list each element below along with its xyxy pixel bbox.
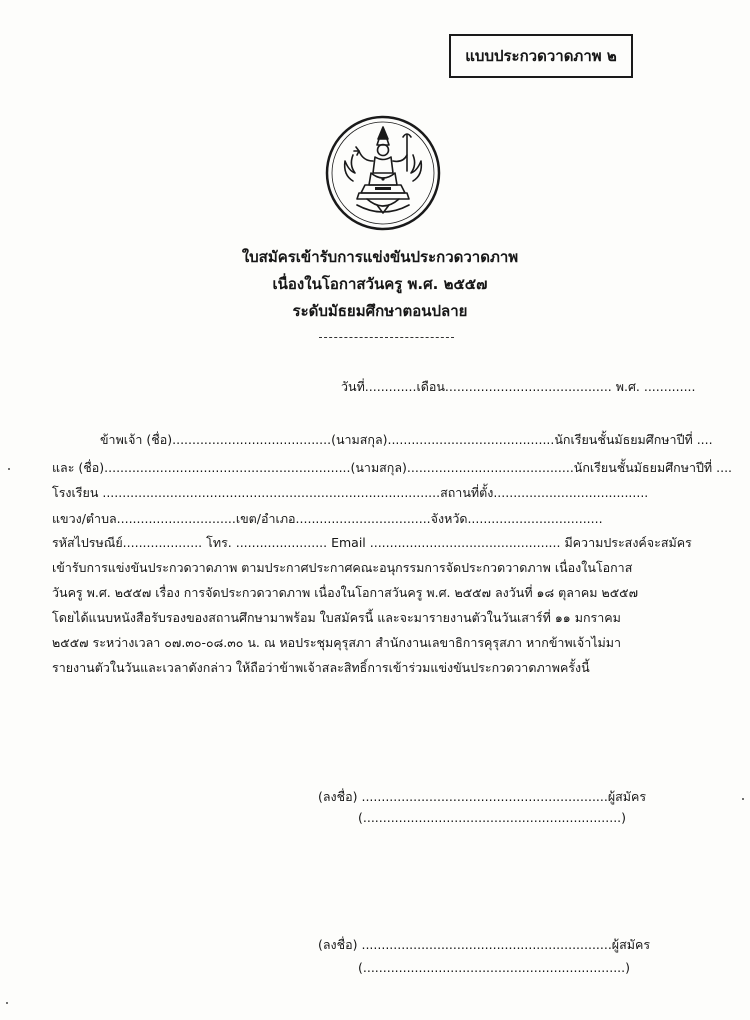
form-title-line-3: ระดับมัธยมศึกษาตอนปลาย	[292, 302, 468, 320]
district-province-line[interactable]: แขวง/ตำบล..............................เขต/อำเภอ..................................จังหวัด..................................	[52, 511, 603, 526]
declaration-paragraph-line: เข้ารับการแข่งขันประกวดวาดภาพ ตามประกาศประกาศคณะอนุกรรมการจัดประกวดวาดภาพ เนื่องในโอกาส	[52, 560, 633, 575]
declaration-paragraph-line: โดยได้แนบหนังสือรับรองของสถานศึกษามาพร้อม ใบสมัครนี้ และจะมารายงานตัวในวันเสาร์ที่ ๑๑ มกราคม	[52, 610, 621, 625]
declaration-paragraph-line: วันครู พ.ศ. ๒๕๕๗ เรื่อง การจัดประกวดวาดภาพ เนื่องในโอกาสวันครู พ.ศ. ๒๕๕๗ ลงวันที่ ๑๘ ตุลาคม ๒๕๕๗	[52, 585, 639, 600]
title-divider	[319, 337, 454, 338]
declaration-paragraph-line: รายงานตัวในวันและเวลาดังกล่าว ให้ถือว่าข้าพเจ้าสละสิทธิ์การเข้าร่วมแข่งขันประกวดวาดภาพครั้งนี้	[52, 660, 590, 675]
signature-2-printed-name[interactable]: (..................................................................)	[358, 960, 630, 975]
postal-phone-email-line[interactable]: รหัสไปรษณีย์.................... โทร. ....................... Email ................................................ มีความประสงค์จะสมัคร	[52, 535, 692, 550]
signature-1-printed-name[interactable]: (.................................................................)	[358, 810, 627, 825]
applicant-1-name-line[interactable]: ข้าพเจ้า (ชื่อ)........................................(นามสกุล)..........................................นักเรียนชั้นมัธยมศึกษาปีที่ ....	[100, 432, 713, 447]
scan-speck	[8, 468, 10, 470]
date-field-line[interactable]: วันที่.............เดือน.......................................... พ.ศ. .............	[341, 379, 696, 394]
form-title-line-1: ใบสมัครเข้ารับการแข่งขันประกวดวาดภาพ	[241, 248, 519, 266]
form-title-line-2: เนื่องในโอกาสวันครู พ.ศ. ๒๕๕๗	[272, 275, 488, 293]
applicant-2-name-line[interactable]: และ (ชื่อ)..............................................................(นามสกุล)..........................................นักเรียนชั้นมัธยมศึกษาปีที่ ....	[52, 460, 733, 475]
teachers-council-emblem-icon	[323, 113, 443, 233]
signature-1-line[interactable]: (ลงชื่อ) ..............................................................ผู้สมัคร	[318, 789, 647, 804]
school-line[interactable]: โรงเรียน .....................................................................................สถานที่ตั้ง.......................................	[52, 485, 649, 500]
form-code-box: แบบประกวดวาดภาพ ๒	[449, 34, 633, 78]
scan-speck	[742, 798, 744, 800]
signature-2-line[interactable]: (ลงชื่อ) ...............................................................ผู้สมัคร	[318, 937, 651, 952]
declaration-paragraph-line: ๒๕๕๗ ระหว่างเวลา ๐๗.๓๐-๐๘.๓๐ น. ณ หอประชุมคุรุสภา สำนักงานเลขาธิการคุรุสภา หากข้าพเจ้าไม่มา	[52, 635, 622, 650]
scan-speck	[6, 1002, 8, 1004]
